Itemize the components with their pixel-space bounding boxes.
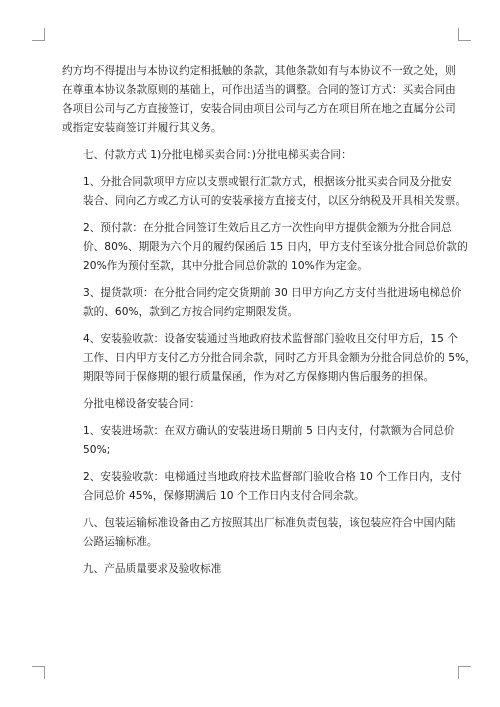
paragraph	[62, 146, 440, 165]
text-line: 装合、同向乙方或乙方认可的安装承接方直接支付，以区分纳税及开具相关发票。	[83, 195, 467, 207]
text-line: 期限等同于保修期的银行质量保函，作为对乙方保修期内售后服务的担保。	[83, 371, 435, 383]
crop-mark-bottom-left	[32, 666, 45, 679]
text-line: 1、分批合同款项甲方应以支票或银行汇款方式，根据该分批买卖合同及分批安	[83, 176, 452, 188]
text-line: 1、安装进场款：在双方确认的安装进场日期前 5 日内支付，付款额为合同总价	[83, 425, 455, 437]
text-line: 2、安装验收款：电梯通过当地政府技术监督部门验收合格 10 个工作日内，支付	[83, 471, 462, 483]
paragraph	[62, 514, 456, 552]
text-line: 约方均不得提出与本协议约定相抵触的条款，其他条款如有与本协议不一致之处，则	[62, 65, 456, 77]
document-body	[62, 62, 476, 587]
text-line: 或指定安装商签订并履行其义务。	[62, 122, 222, 134]
text-line: 各项目公司与乙方直接签订，安装合同由项目公司与乙方在项目所在地之直属分公司	[62, 103, 456, 115]
text-line: 在尊重本协议条款原则的基础上，可作出适当的调整。合同的签订方式：买卖合同由	[62, 84, 456, 96]
text-line: 七、付款方式 1)分批电梯买卖合同：)分批电梯买卖合同：	[83, 149, 352, 161]
text-line: 4、安装验收款：设备安装通过当地政府技术监督部门验收且交付甲方后，15 个	[83, 333, 459, 345]
paragraph	[62, 422, 455, 460]
text-line: 3、提货款项：在分批合同约定交货期前 30 日甲方向乙方支付当批进场电梯总价	[83, 287, 462, 299]
paragraph	[62, 173, 467, 211]
paragraph	[62, 468, 462, 506]
text-line: 款的、60%，款到乙方按合同约定期限发货。	[83, 306, 299, 318]
text-line: 50%;	[83, 444, 111, 456]
crop-mark-top-right	[458, 28, 471, 41]
text-line: 合同总价 45%，保修期满后 10 个工作日内支付合同余款。	[83, 490, 365, 502]
paragraph	[62, 219, 468, 276]
text-line: 工作、日内甲方支付乙方分批合同余款，同时乙方开具金额为分批合同总价的 5%，	[83, 352, 476, 364]
paragraph	[62, 62, 456, 138]
text-line: 九、产品质量要求及验收标准	[83, 563, 222, 575]
text-line: 20%作为预付至款，其中分批合同总价款的 10%作为定金。	[83, 260, 368, 272]
paragraph	[62, 395, 440, 414]
text-line: 价、80%、期限为六个月的履约保函后 15 日内，甲方支付至该分批合同总价款的	[83, 241, 468, 253]
paragraph	[62, 284, 462, 322]
text-line: 公路运输标准。	[83, 536, 158, 548]
paragraph	[62, 560, 440, 579]
text-line: 分批电梯设备安装合同：	[83, 398, 201, 410]
crop-mark-top-left	[32, 28, 45, 41]
paragraph	[62, 330, 476, 387]
text-line: 八、包装运输标准设备由乙方按照其出厂标准负责包装，该包装应符合中国内陆	[83, 517, 456, 529]
text-line: 2、预付款：在分批合同签订生效后且乙方一次性向甲方提供金额为分批合同总	[83, 222, 452, 234]
crop-mark-bottom-right	[458, 666, 471, 679]
